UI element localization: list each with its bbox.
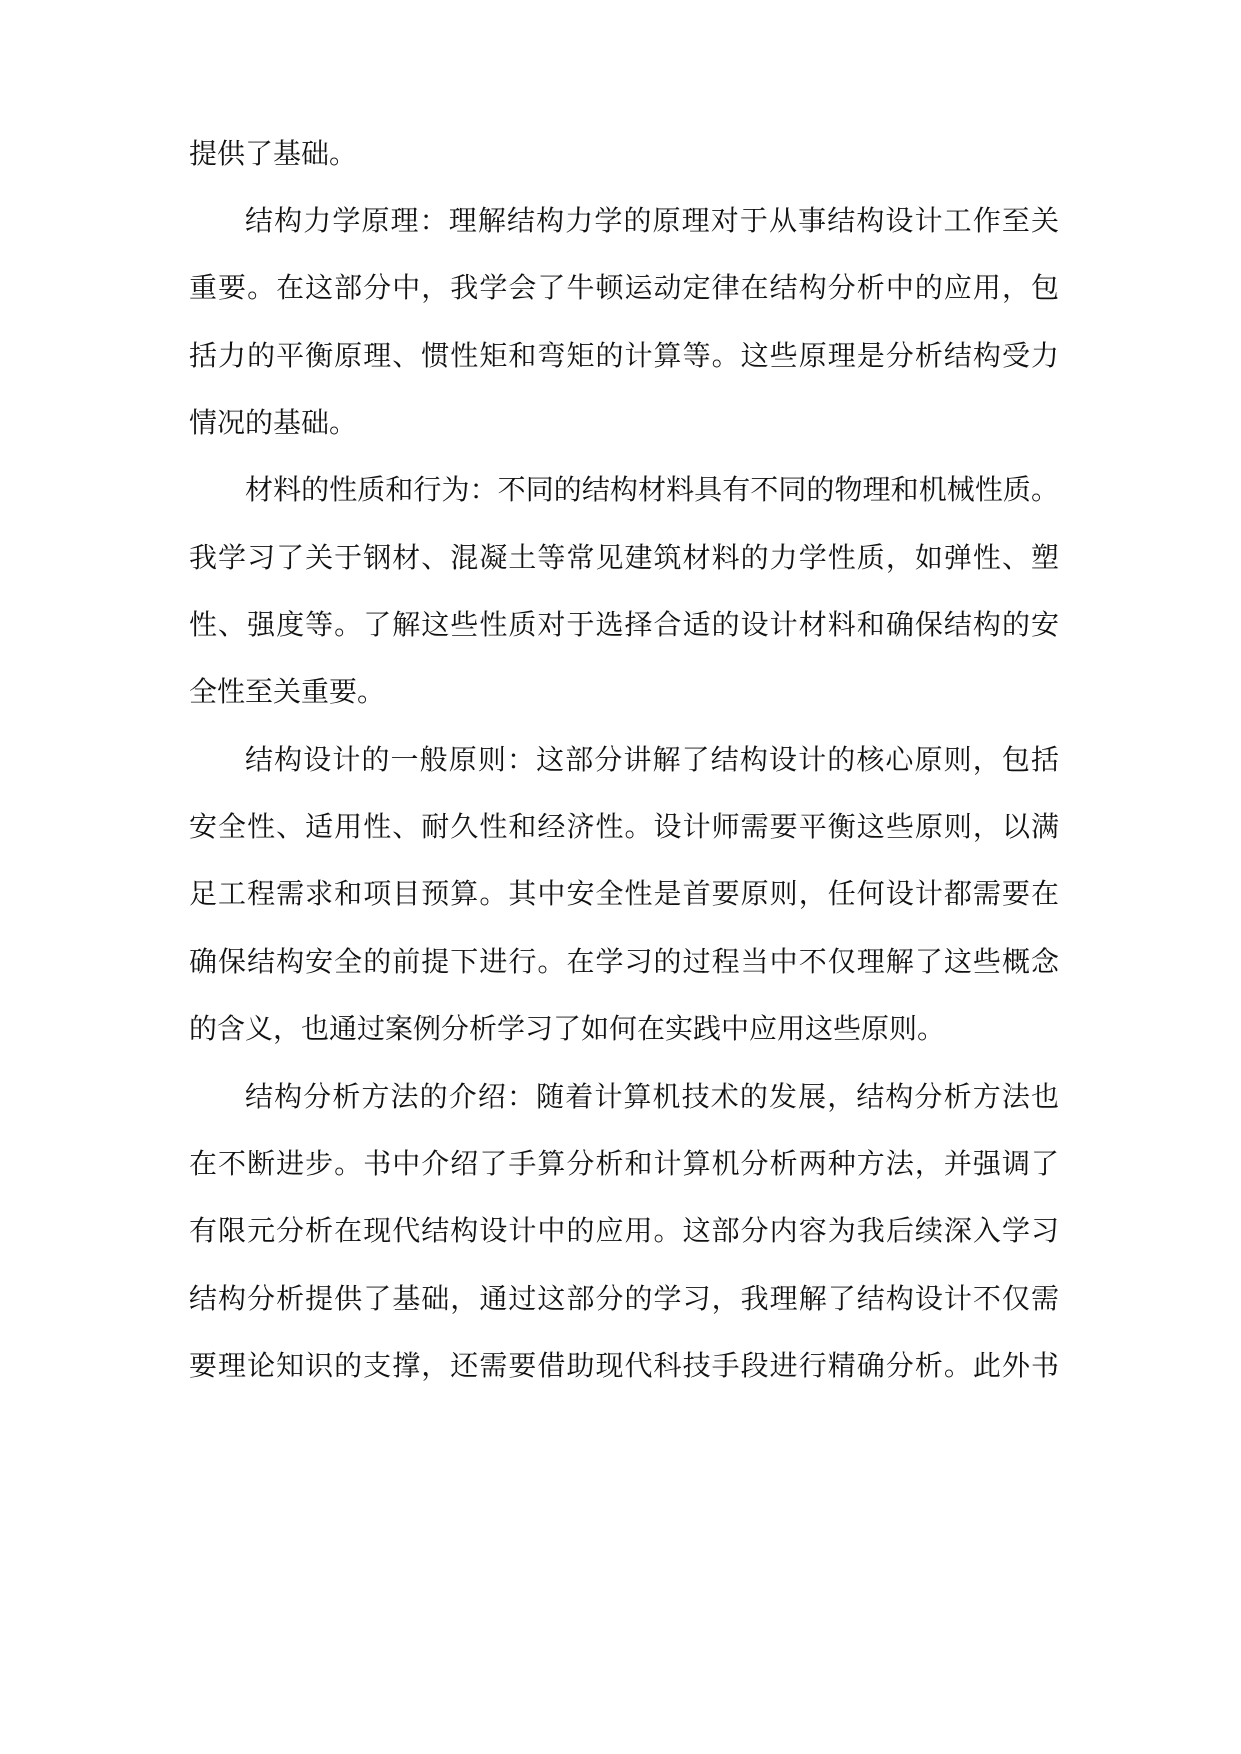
- text-line: 重要。在这部分中，我学会了牛顿运动定律在结构分析中的应用，包: [189, 271, 1059, 304]
- text-line: 有限元分析在现代结构设计中的应用。这部分内容为我后续深入学习: [189, 1214, 1059, 1247]
- text-line: 情况的基础。: [189, 406, 358, 439]
- text-line: 结构分析方法的介绍：随着计算机技术的发展，结构分析方法也: [245, 1080, 1059, 1113]
- text-line: 结构设计的一般原则：这部分讲解了结构设计的核心原则，包括: [245, 743, 1059, 776]
- text-line: 确保结构安全的前提下进行。在学习的过程当中不仅理解了这些概念: [189, 945, 1059, 978]
- text-line: 材料的性质和行为：不同的结构材料具有不同的物理和机械性质。: [245, 473, 1059, 506]
- text-line: 的含义，也通过案例分析学习了如何在实践中应用这些原则。: [189, 1012, 946, 1045]
- text-line: 在不断进步。书中介绍了手算分析和计算机分析两种方法，并强调了: [189, 1147, 1059, 1180]
- text-line: 足工程需求和项目预算。其中安全性是首要原则，任何设计都需要在: [189, 877, 1059, 910]
- text-line: 结构分析提供了基础，通过这部分的学习，我理解了结构设计不仅需: [189, 1282, 1059, 1315]
- text-line: 全性至关重要。: [189, 675, 386, 708]
- text-line: 括力的平衡原理、惯性矩和弯矩的计算等。这些原理是分析结构受力: [189, 339, 1059, 372]
- text-line: 结构力学原理：理解结构力学的原理对于从事结构设计工作至关: [245, 204, 1059, 237]
- text-line: 安全性、适用性、耐久性和经济性。设计师需要平衡这些原则，以满: [189, 810, 1059, 843]
- text-line: 提供了基础。: [189, 137, 358, 170]
- text-line: 我学习了关于钢材、混凝土等常见建筑材料的力学性质，如弹性、塑: [189, 541, 1059, 574]
- text-line: 性、强度等。了解这些性质对于选择合适的设计材料和确保结构的安: [189, 608, 1059, 641]
- text-line: 要理论知识的支撑，还需要借助现代科技手段进行精确分析。此外书: [189, 1349, 1059, 1382]
